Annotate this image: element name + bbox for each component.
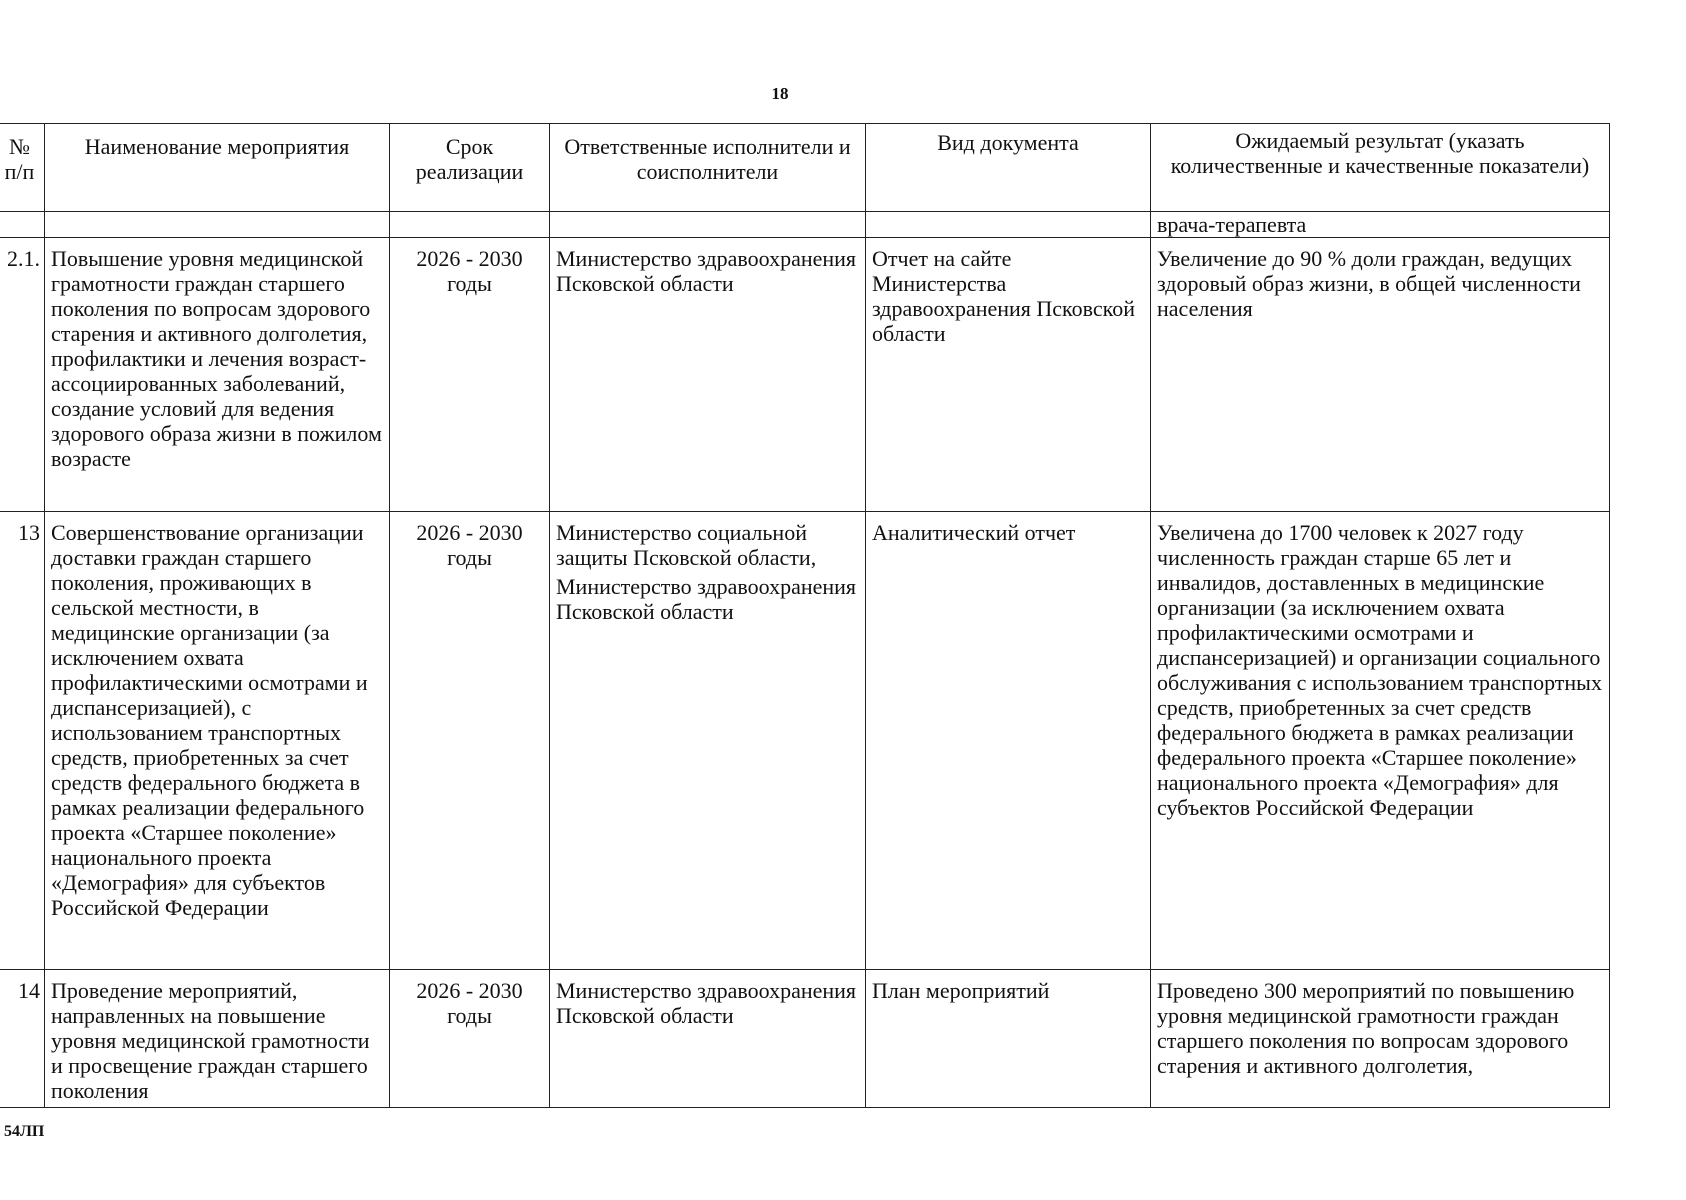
table-header-row — [0, 124, 1610, 212]
header-term: Срок реализации — [390, 124, 550, 212]
measure-document: Аналитический отчет — [866, 512, 1151, 970]
measure-responsible — [550, 512, 866, 970]
measure-term: 2026 - 2030 годы — [390, 512, 550, 970]
row-number: 2.1. — [0, 238, 45, 512]
header-document: Вид документа — [866, 124, 1151, 212]
measure-term: 2026 - 2030 годы — [390, 970, 550, 1108]
measure-document: Отчет на сайте Министерства здравоохранения Псковской области — [866, 238, 1151, 512]
footer-code: 54ЛП — [4, 1123, 45, 1140]
measure-term: 2026 - 2030 годы — [390, 238, 550, 512]
measure-responsible — [550, 238, 866, 512]
measure-name: Совершенствование организации доставки граждан старшего поколения, проживающих в сельской местности, в медицинские организации (за исключением охвата профилактическими осмотрами и диспансеризацией), с использованием транспортных средств, приобретенных за счет средств федерального бюджета в рамках реализации федерального проекта «Старшее поколение» национального проекта «Демография» для субъектов Российской Федерации — [45, 512, 390, 970]
responsible-item: Министерство здравоохранения Псковской области — [556, 246, 857, 296]
measure-responsible — [550, 970, 866, 1108]
page-number: 18 — [771, 84, 789, 103]
measure-result: Увеличена до 1700 человек к 2027 году численность граждан старше 65 лет и инвалидов, доставленных в медицинские организации (за исключением охвата профилактическими осмотрами и диспансеризацией) и организации социального обслуживания с использованием транспортных средств, приобретенных за счет средств федерального бюджета в рамках реализации федерального проекта «Старшее поколение» национального проекта «Демография» для субъектов Российской Федерации — [1151, 512, 1610, 970]
responsible-item: Министерство здравоохранения Псковской области — [556, 978, 857, 1028]
header-num: № п/п — [0, 124, 45, 212]
table-row — [0, 238, 1610, 512]
table-row — [0, 512, 1610, 970]
row-number: 14 — [0, 970, 45, 1108]
header-name: Наименование мероприятия — [45, 124, 390, 212]
responsible-item: Министерство социальной защиты Псковской области, — [556, 520, 817, 570]
continuation-row — [0, 212, 1610, 238]
measures-table — [0, 123, 1610, 1108]
row-number: 13 — [0, 512, 45, 970]
responsible-item: Министерство здравоохранения Псковской области — [556, 574, 857, 624]
continuation-result: врача-терапевта — [1151, 212, 1610, 238]
measure-result: Проведено 300 мероприятий по повышению уровня медицинской грамотности граждан старшего поколения по вопросам здорового старения и активного долголетия, — [1151, 970, 1610, 1108]
table-row — [0, 970, 1610, 1108]
measure-result: Увеличение до 90 % доли граждан, ведущих здоровый образ жизни, в общей численности населения — [1151, 238, 1610, 512]
measure-name: Проведение мероприятий, направленных на повышение уровня медицинской грамотности и просвещение граждан старшего поколения — [45, 970, 390, 1108]
header-result: Ожидаемый результат (указать количественные и качественные показатели) — [1151, 124, 1610, 212]
measure-name: Повышение уровня медицинской грамотности граждан старшего поколения по вопросам здорового старения и активного долголетия, профилактики и лечения возраст-ассоциированных заболеваний, создание условий для ведения здорового образа жизни в пожилом возрасте — [45, 238, 390, 512]
measure-document: План мероприятий — [866, 970, 1151, 1108]
header-responsible: Ответственные исполнители и соисполнители — [550, 124, 866, 212]
